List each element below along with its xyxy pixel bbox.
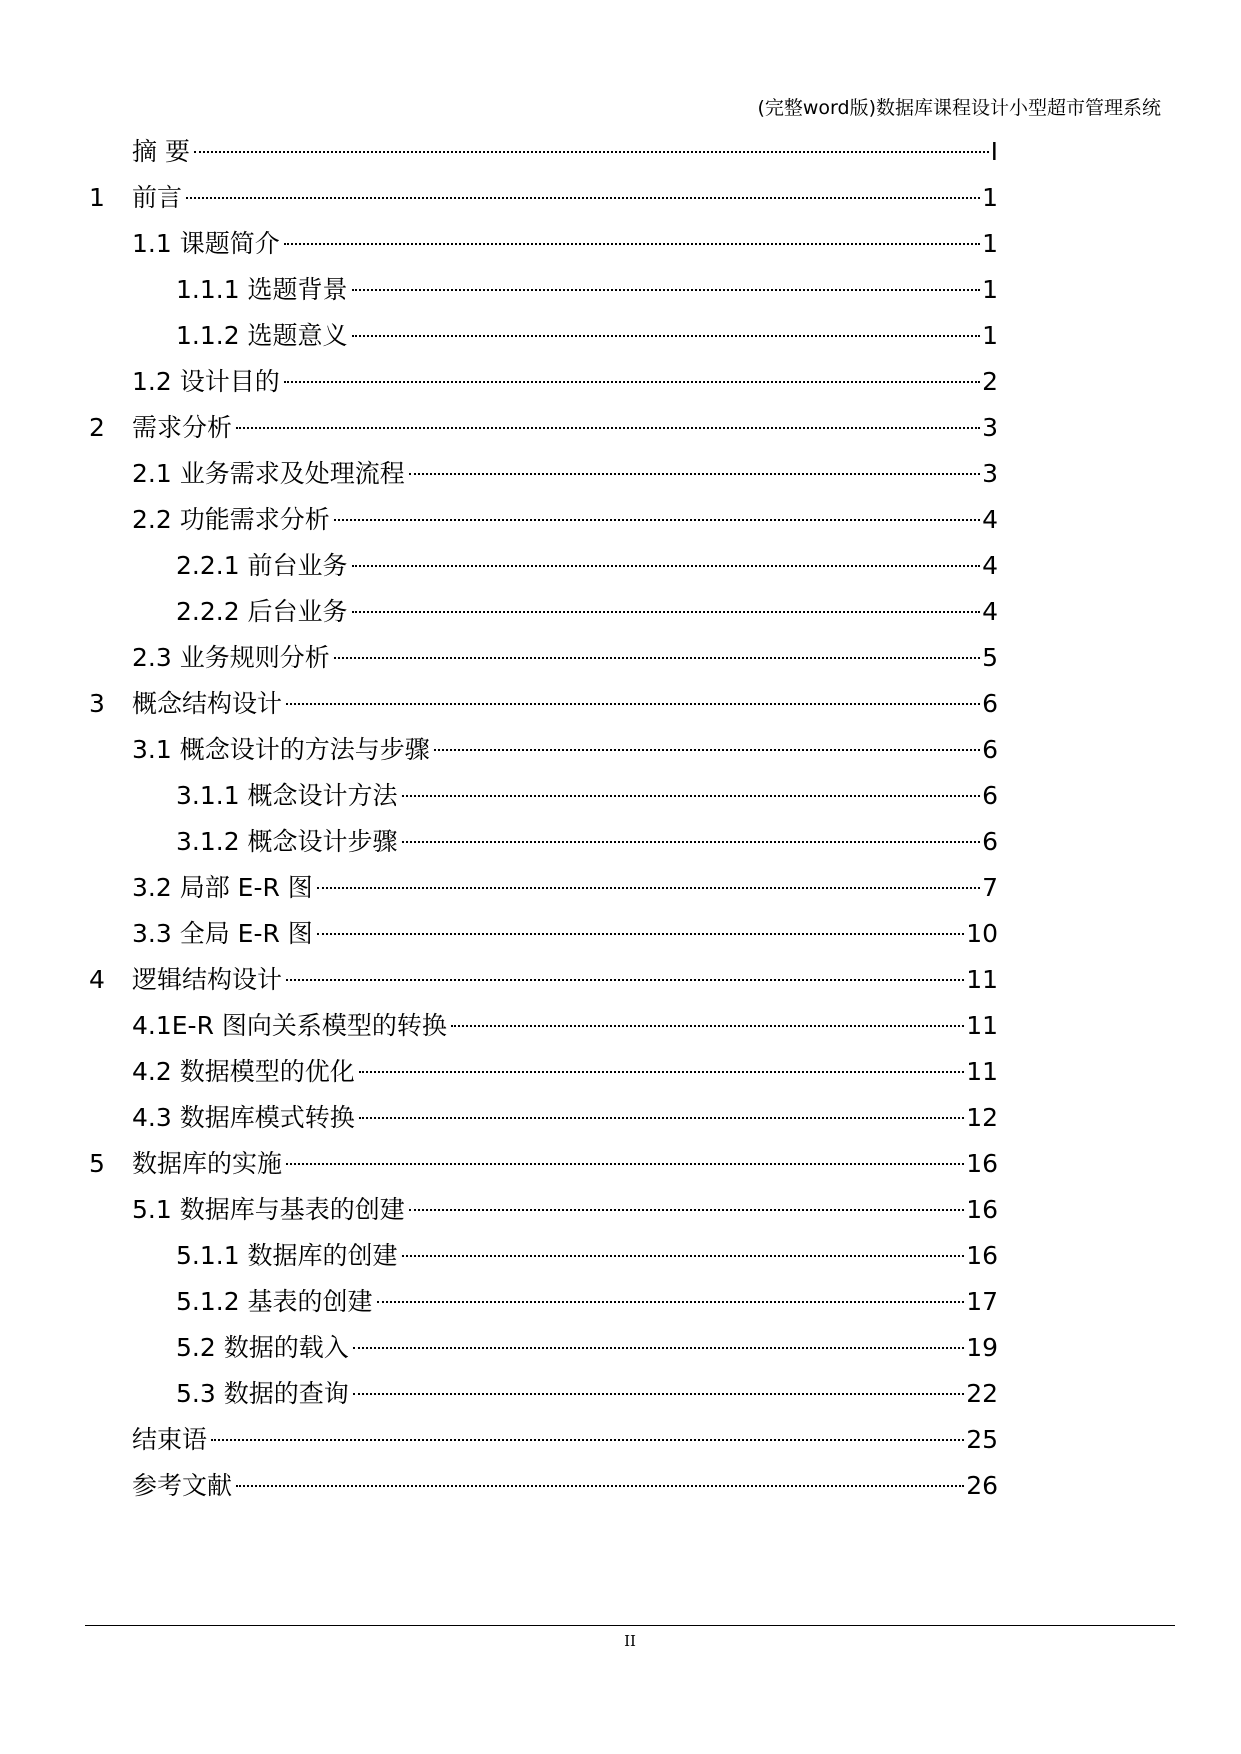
toc-dot-leader xyxy=(359,1071,964,1073)
toc-dot-leader xyxy=(353,1347,964,1349)
toc-dot-leader xyxy=(451,1025,964,1027)
toc-entry[interactable] xyxy=(89,1463,998,1509)
toc-entry-title: 5.3 数据的查询 xyxy=(176,1379,349,1408)
toc-entry-title: 5.1 数据库与基表的创建 xyxy=(132,1195,405,1224)
toc-entry-page-number: 1 xyxy=(982,321,998,350)
toc-entry-number: 1 xyxy=(89,183,105,212)
toc-entry-page-number: 25 xyxy=(966,1425,998,1454)
toc-dot-leader xyxy=(286,1163,964,1165)
toc-entry-title: 概念结构设计 xyxy=(132,689,283,718)
toc-entry-number: 4 xyxy=(89,965,105,994)
toc-entry-title: 3.1.1 概念设计方法 xyxy=(176,781,398,810)
toc-entry[interactable] xyxy=(89,451,998,497)
toc-entry[interactable] xyxy=(89,1417,998,1463)
toc-entry[interactable] xyxy=(89,1095,998,1141)
toc-entry-title: 数据库的实施 xyxy=(132,1149,283,1178)
toc-dot-leader xyxy=(359,1117,964,1119)
toc-entry-page-number: 12 xyxy=(966,1103,998,1132)
toc-dot-leader xyxy=(352,289,981,291)
toc-entry[interactable] xyxy=(89,1003,998,1049)
toc-entry-number: 3 xyxy=(89,689,105,718)
toc-dot-leader xyxy=(284,381,980,383)
toc-entry[interactable] xyxy=(89,1141,998,1187)
toc-entry-title: 1.2 设计目的 xyxy=(132,367,280,396)
toc-entry-page-number: 2 xyxy=(982,367,998,396)
toc-entry-page-number: 6 xyxy=(982,735,998,764)
toc-entry[interactable] xyxy=(89,773,998,819)
toc-dot-leader xyxy=(236,427,980,429)
toc-entry-title: 5.2 数据的载入 xyxy=(176,1333,349,1362)
toc-dot-leader xyxy=(352,611,981,613)
toc-entry-page-number: 4 xyxy=(982,505,998,534)
toc-entry-page-number: 16 xyxy=(966,1195,998,1224)
toc-entry-number: 5 xyxy=(89,1149,105,1178)
toc-entry-title: 2.2.2 后台业务 xyxy=(176,597,348,626)
toc-entry-page-number: 16 xyxy=(966,1149,998,1178)
toc-dot-leader xyxy=(286,703,980,705)
toc-entry-page-number: 1 xyxy=(982,229,998,258)
toc-entry[interactable] xyxy=(89,1049,998,1095)
toc-entry-title: 2.3 业务规则分析 xyxy=(132,643,330,672)
toc-entry-page-number: 26 xyxy=(966,1471,998,1500)
toc-entry-page-number: 1 xyxy=(982,275,998,304)
toc-entry-title: 3.1 概念设计的方法与步骤 xyxy=(132,735,430,764)
toc-entry-page-number: 19 xyxy=(966,1333,998,1362)
toc-dot-leader xyxy=(434,749,980,751)
toc-entry-page-number: 11 xyxy=(966,965,998,994)
toc-entry-title: 前言 xyxy=(132,183,183,212)
toc-dot-leader xyxy=(186,197,980,199)
toc-entry[interactable] xyxy=(89,129,998,175)
toc-dot-leader xyxy=(352,565,981,567)
toc-dot-leader xyxy=(377,1301,965,1303)
toc-entry-page-number: 7 xyxy=(982,873,998,902)
toc-entry[interactable] xyxy=(89,405,998,451)
toc-dot-leader xyxy=(409,473,980,475)
toc-dot-leader xyxy=(353,1393,964,1395)
toc-entry-title: 5.1.1 数据库的创建 xyxy=(176,1241,398,1270)
toc-dot-leader xyxy=(194,151,989,153)
toc-entry[interactable] xyxy=(89,313,998,359)
toc-entry[interactable] xyxy=(89,267,998,313)
toc-entry[interactable] xyxy=(89,911,998,957)
toc-entry[interactable] xyxy=(89,175,998,221)
toc-entry-title: 1.1.2 选题意义 xyxy=(176,321,348,350)
toc-entry-page-number: 6 xyxy=(982,827,998,856)
toc-dot-leader xyxy=(352,335,981,337)
toc-entry-title: 2.2.1 前台业务 xyxy=(176,551,348,580)
toc-entry[interactable] xyxy=(89,865,998,911)
toc-entry-title: 1.1.1 选题背景 xyxy=(176,275,348,304)
toc-entry[interactable] xyxy=(89,1371,998,1417)
toc-entry-page-number: I xyxy=(990,137,998,166)
toc-entry-title: 4.2 数据模型的优化 xyxy=(132,1057,355,1086)
toc-dot-leader xyxy=(402,1255,965,1257)
toc-dot-leader xyxy=(211,1439,964,1441)
toc-entry-title: 3.3 全局 E-R 图 xyxy=(132,919,313,948)
toc-dot-leader xyxy=(402,841,981,843)
toc-dot-leader xyxy=(402,795,981,797)
toc-entry[interactable] xyxy=(89,819,998,865)
running-header: (完整word版)数据库课程设计小型超市管理系统 xyxy=(757,97,1161,119)
toc-dot-leader xyxy=(409,1209,964,1211)
toc-entry[interactable] xyxy=(89,681,998,727)
toc-entry-page-number: 16 xyxy=(966,1241,998,1270)
toc-entry-title: 摘 要 xyxy=(132,137,190,166)
toc-entry-page-number: 6 xyxy=(982,781,998,810)
toc-entry-page-number: 3 xyxy=(982,459,998,488)
toc-dot-leader xyxy=(334,519,980,521)
toc-entry[interactable] xyxy=(89,1187,998,1233)
toc-entry-page-number: 11 xyxy=(966,1011,998,1040)
toc-entry-title: 结束语 xyxy=(132,1425,208,1454)
toc-entry-page-number: 11 xyxy=(966,1057,998,1086)
toc-entry[interactable] xyxy=(89,589,998,635)
toc-entry[interactable] xyxy=(89,543,998,589)
toc-entry[interactable] xyxy=(89,497,998,543)
toc-entry-title: 逻辑结构设计 xyxy=(132,965,283,994)
toc-entry-page-number: 1 xyxy=(982,183,998,212)
page-number: II xyxy=(624,1632,636,1650)
toc-entry[interactable] xyxy=(89,957,998,1003)
toc-entry-page-number: 17 xyxy=(966,1287,998,1316)
toc-entry-number: 2 xyxy=(89,413,105,442)
toc-entry-title: 3.1.2 概念设计步骤 xyxy=(176,827,398,856)
toc-dot-leader xyxy=(286,979,964,981)
toc-entry-page-number: 5 xyxy=(982,643,998,672)
toc-entry-page-number: 4 xyxy=(982,551,998,580)
toc-entry-page-number: 22 xyxy=(966,1379,998,1408)
toc-entry-page-number: 3 xyxy=(982,413,998,442)
table-of-contents xyxy=(89,129,998,1509)
toc-entry[interactable] xyxy=(89,1325,998,1371)
toc-entry-page-number: 10 xyxy=(966,919,998,948)
toc-entry-page-number: 4 xyxy=(982,597,998,626)
toc-entry-title: 需求分析 xyxy=(132,413,233,442)
toc-entry-title: 1.1 课题简介 xyxy=(132,229,280,258)
toc-entry-title: 5.1.2 基表的创建 xyxy=(176,1287,373,1316)
toc-dot-leader xyxy=(317,933,964,935)
toc-entry[interactable] xyxy=(89,359,998,405)
toc-entry[interactable] xyxy=(89,727,998,773)
toc-dot-leader xyxy=(317,887,980,889)
toc-dot-leader xyxy=(236,1485,964,1487)
toc-entry-title: 2.1 业务需求及处理流程 xyxy=(132,459,405,488)
footer-divider xyxy=(85,1625,1175,1626)
toc-entry[interactable] xyxy=(89,635,998,681)
toc-entry[interactable] xyxy=(89,1279,998,1325)
toc-entry-title: 4.1E-R 图向关系模型的转换 xyxy=(132,1011,447,1040)
toc-entry-title: 3.2 局部 E-R 图 xyxy=(132,873,313,902)
toc-entry[interactable] xyxy=(89,1233,998,1279)
toc-entry[interactable] xyxy=(89,221,998,267)
toc-dot-leader xyxy=(334,657,980,659)
toc-entry-title: 4.3 数据库模式转换 xyxy=(132,1103,355,1132)
toc-dot-leader xyxy=(284,243,980,245)
toc-entry-page-number: 6 xyxy=(982,689,998,718)
toc-entry-title: 2.2 功能需求分析 xyxy=(132,505,330,534)
toc-entry-title: 参考文献 xyxy=(132,1471,233,1500)
